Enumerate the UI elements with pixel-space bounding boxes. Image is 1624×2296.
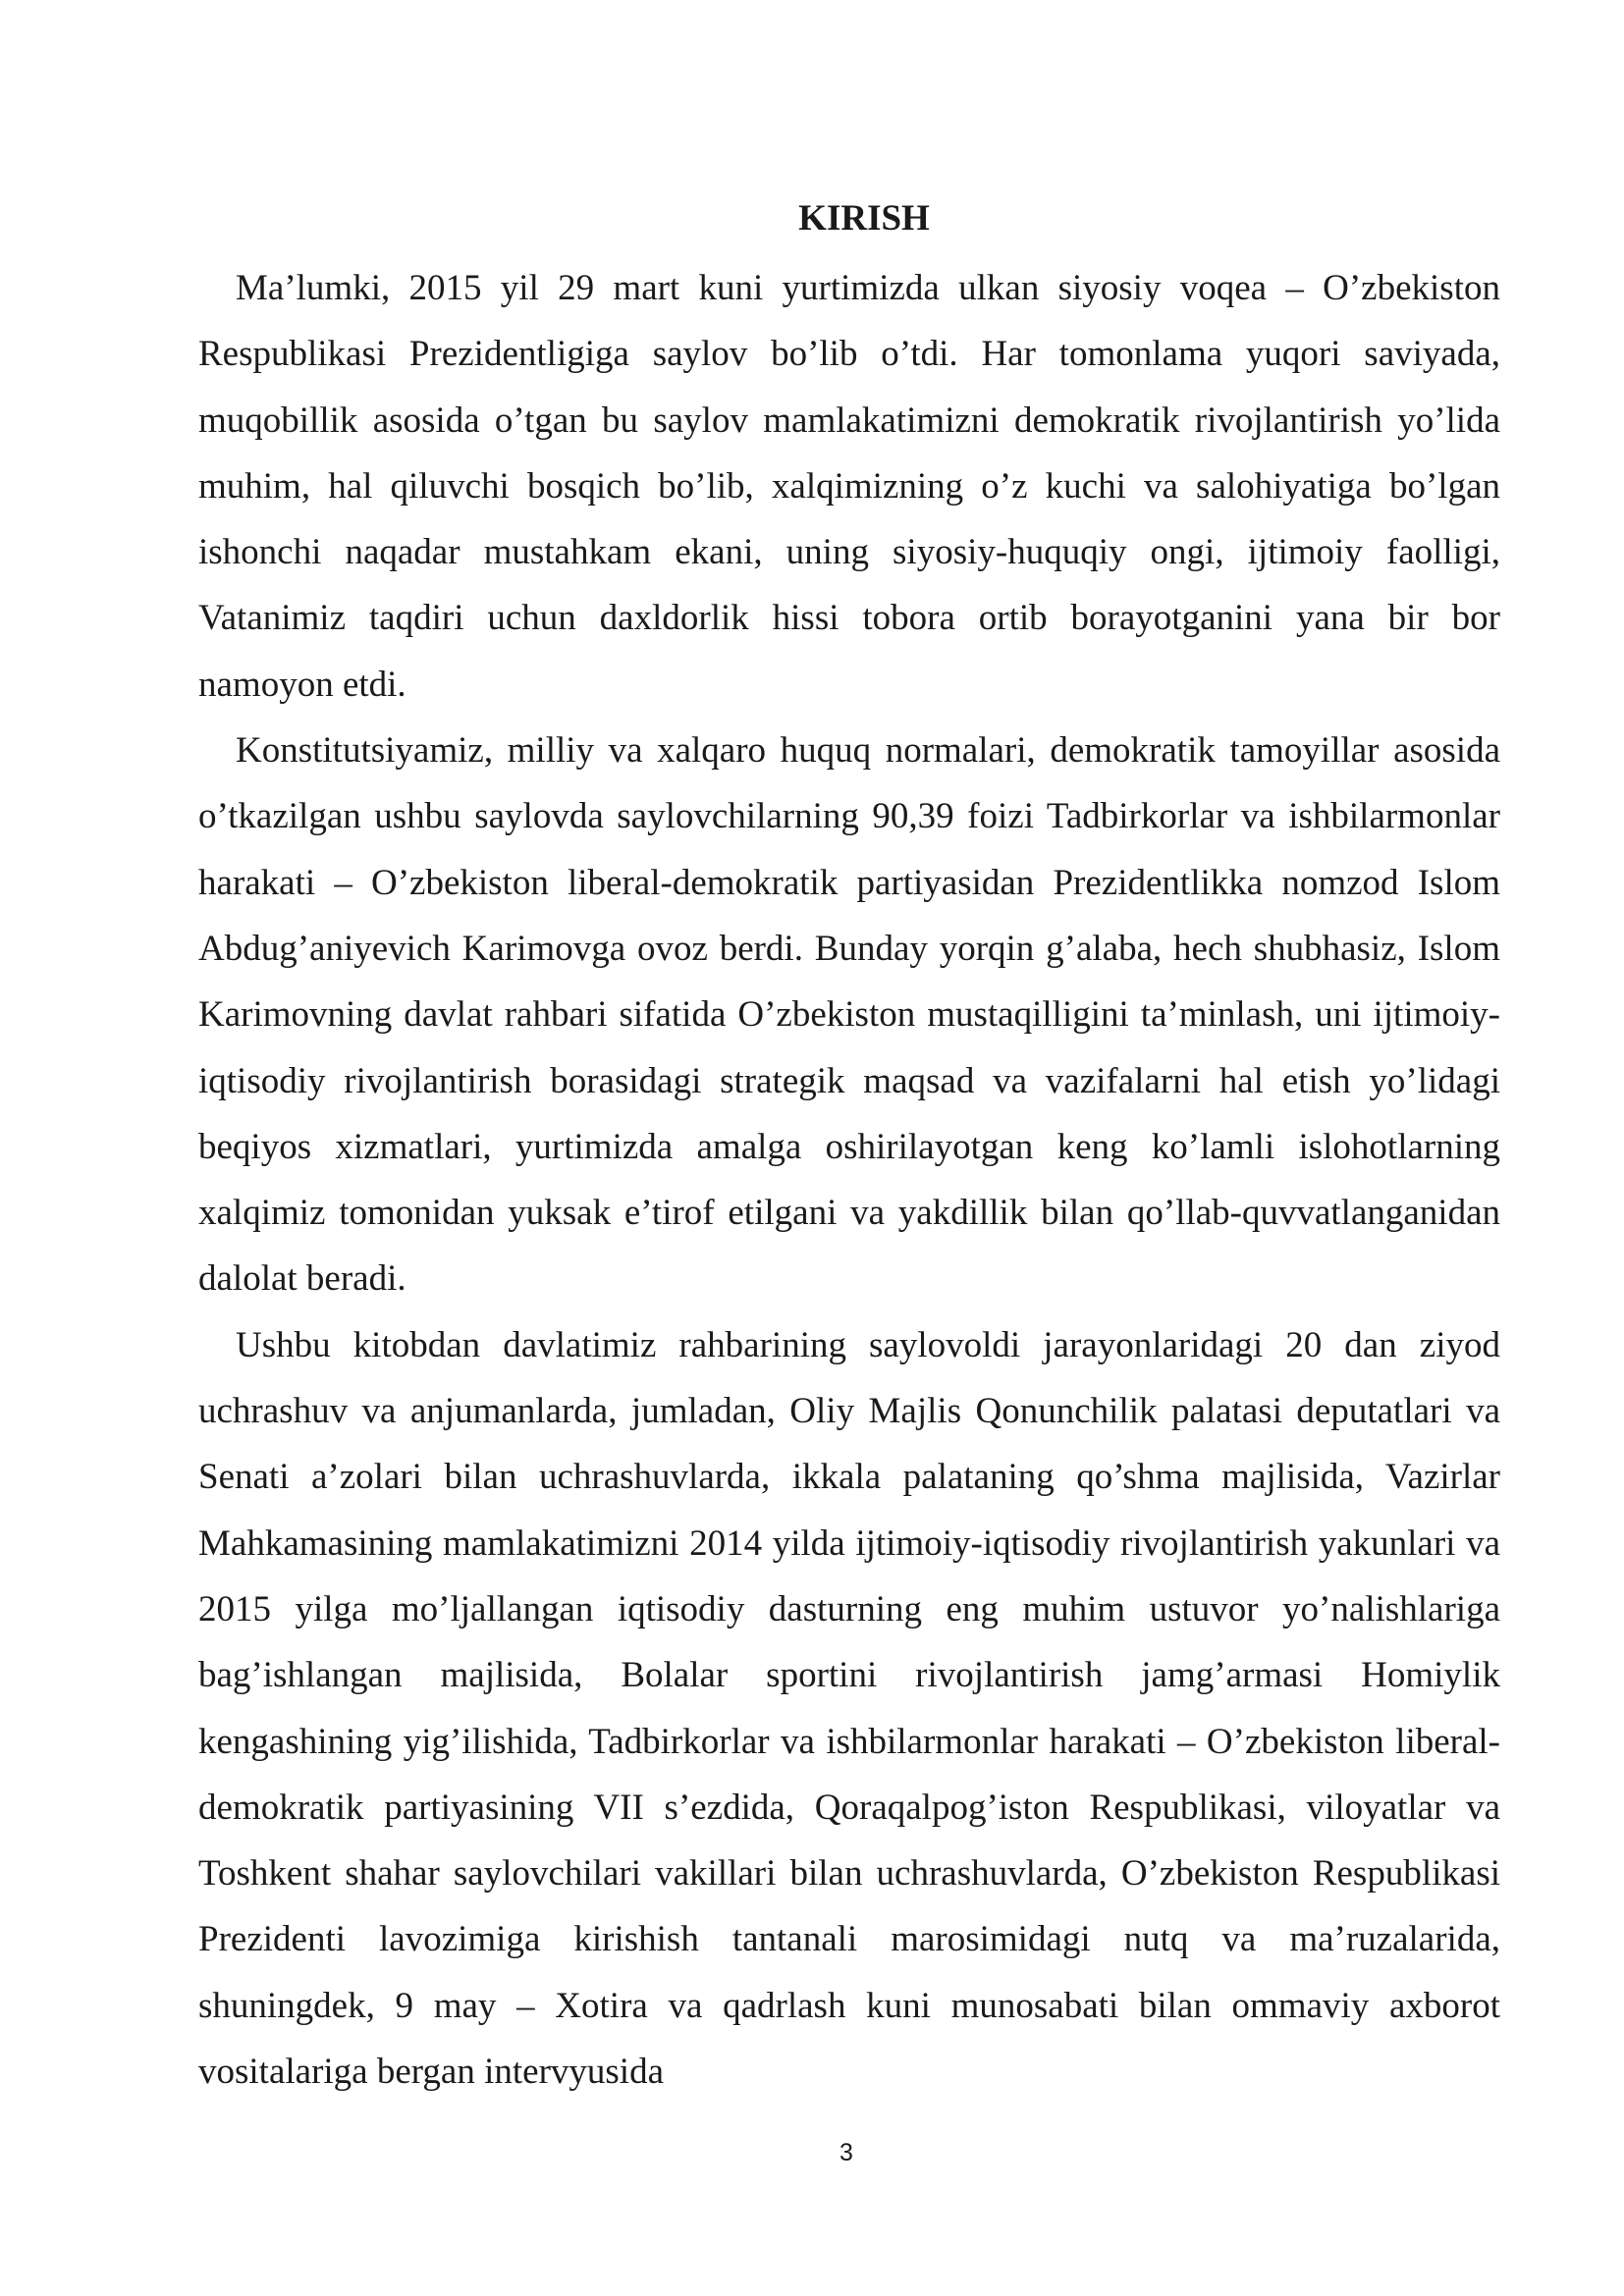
body-text xyxy=(198,255,1500,2105)
paragraph-2: Konstitutsiyamiz, milliy va xalqaro huquq normalari, demokratik tamoyillar asosida o’tkazilgan ushbu saylovda saylovchilarning 90,39 foizi Tadbirkorlar va ishbilarmonlar harakati – O’zbekiston liberal-demokratik partiyasidan Prezidentlikka nomzod Islom Abdug’aniyevich Karimovga ovoz berdi. Bunday yorqin g’alaba, hech shubhasiz, Islom Karimovning davlat rahbari sifatida O’zbekiston mustaqilligini ta’minlash, uni ijtimoiy-iqtisodiy rivojlantirish borasidagi strategik maqsad va vazifalarni hal etish yo’lidagi beqiyos xizmatlari, yurtimizda amalga oshirilayotgan keng ko’lamli islohotlarning xalqimiz tomonidan yuksak e’tirof etilgani va yakdillik bilan qo’llab-quvvatlanganidan dalolat beradi. xyxy=(198,730,1500,1300)
section-heading: KIRISH xyxy=(798,198,930,239)
page-number: 3 xyxy=(839,2139,853,2166)
paragraph-3: Ushbu kitobdan davlatimiz rahbarining saylovoldi jarayonlaridagi 20 dan ziyod uchrashuv va anjumanlarda, jumladan, Oliy Majlis Qonunchilik palatasi deputatlari va Senati a’zolari bilan uchrashuvlarda, ikkala palataning qo’shma majlisida, Vazirlar Mahkamasining mamlakatimizni 2014 yilda ijtimoiy-iqtisodiy rivojlantirish yakunlari va 2015 yilga mo’ljallangan iqtisodiy dasturning eng muhim ustuvor yo’nalishlariga bag’ishlangan majlisida, Bolalar sportini rivojlantirish jamg’armasi Homiylik kengashining yig’ilishida, Tadbirkorlar va ishbilarmonlar harakati – O’zbekiston liberal-demokratik partiyasining VII s’ezdida, Qoraqalpog’iston Respublikasi, viloyatlar va Toshkent shahar saylovchilari vakillari bilan uchrashuvlarda, O’zbekiston Respublikasi Prezidenti lavozimiga kirishish tantanali marosimidagi nutq va ma’ruzalarida, shuningdek, 9 may – Xotira va qadrlash kuni munosabati bilan ommaviy axborot vositalariga bergan intervyusida xyxy=(198,1324,1500,2093)
paragraph-1: Ma’lumki, 2015 yil 29 mart kuni yurtimizda ulkan siyosiy voqea – O’zbekiston Respublikasi Prezidentligiga saylov bo’lib o’tdi. Har tomonlama yuqori saviyada, muqobillik asosida o’tgan bu saylov mamlakatimizni demokratik rivojlantirish yo’lida muhim, hal qiluvchi bosqich bo’lib, xalqimizning o’z kuchi va salohiyatiga bo’lgan ishonchi naqadar mustahkam ekani, uning siyosiy-huquqiy ongi, ijtimoiy faolligi, Vatanimiz taqdiri uchun daxldorlik hissi tobora ortib borayotganini yana bir bor namoyon etdi. xyxy=(198,268,1500,705)
